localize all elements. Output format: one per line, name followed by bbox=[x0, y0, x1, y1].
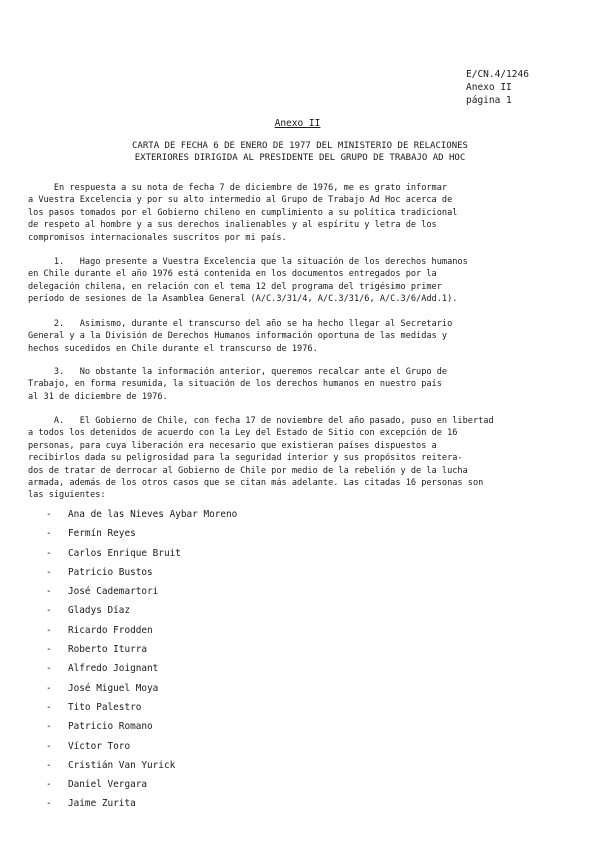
annex-title: Anexo II bbox=[274, 118, 321, 129]
text-line: de respeto al hombre y a sus derechos inalienables y al espíritu y letra de los bbox=[28, 220, 437, 231]
list-item bbox=[46, 563, 237, 582]
list-item bbox=[46, 659, 237, 678]
list-dash: - bbox=[46, 798, 52, 810]
text-line: armada, además de los otros casos que se citan más adelante. Las citadas 16 personas son bbox=[28, 478, 484, 489]
list-item bbox=[46, 679, 237, 698]
document-symbol bbox=[466, 68, 529, 107]
person-name: Patricio Romano bbox=[68, 721, 153, 733]
text-line: 1. Hago presente a Vuestra Excelencia que la situación de los derechos humanos bbox=[28, 257, 468, 267]
person-name: Gladys Díaz bbox=[68, 605, 131, 617]
list-dash: - bbox=[46, 528, 52, 540]
person-name: José Cademartori bbox=[68, 586, 159, 598]
symbol-code: E/CN.4/1246 bbox=[466, 69, 529, 80]
paragraph-2 bbox=[28, 318, 526, 355]
text-line: compromisos internacionales suscritos por mi país. bbox=[28, 232, 287, 243]
list-item bbox=[46, 640, 237, 659]
symbol-page: página 1 bbox=[466, 95, 512, 106]
list-item bbox=[46, 698, 237, 717]
person-name: Víctor Toro bbox=[68, 740, 131, 752]
person-name: Roberto Iturra bbox=[68, 644, 148, 656]
text-line: las siguientes: bbox=[28, 490, 106, 501]
paragraph-intro bbox=[28, 182, 526, 244]
person-name: Cristián Van Yurick bbox=[68, 759, 176, 771]
person-name: Fermín Reyes bbox=[68, 528, 136, 540]
paragraph-3 bbox=[28, 366, 526, 403]
text-line: período de sesiones de la Asamblea General (A/C.3/31/4, A/C.3/31/6, A/C.3/6/Add.1). bbox=[28, 294, 458, 305]
person-name: José Miguel Moya bbox=[68, 682, 159, 694]
list-item bbox=[46, 544, 237, 563]
list-item bbox=[46, 717, 237, 736]
person-name: Daniel Vergara bbox=[68, 779, 148, 791]
person-name: Tito Palestro bbox=[68, 701, 142, 713]
list-dash: - bbox=[46, 721, 52, 733]
heading-line-2: EXTERIORES DIRIGIDA AL PRESIDENTE DEL GRUPO DE TRABAJO AD HOC bbox=[134, 153, 466, 163]
list-dash: - bbox=[46, 759, 52, 771]
person-name: Alfredo Joignant bbox=[68, 663, 159, 675]
heading-line-1: CARTA DE FECHA 6 DE ENERO DE 1977 DEL MINISTERIO DE RELACIONES bbox=[132, 141, 468, 151]
list-item bbox=[46, 505, 237, 524]
symbol-annex: Anexo II bbox=[466, 82, 512, 93]
list-dash: - bbox=[46, 663, 52, 675]
text-line: en Chile durante el año 1976 está contenida en los documentos entregados por la bbox=[28, 269, 437, 280]
list-item bbox=[46, 524, 237, 543]
text-line: a todos los detenidos de acuerdo con la Ley del Estado de Sitio con excepción de 16 bbox=[28, 428, 458, 439]
list-item bbox=[46, 601, 237, 620]
text-line: recibirlos dada su peligrosidad para la seguridad interior y sus propósitos reitera- bbox=[28, 453, 463, 464]
paragraph-a bbox=[28, 415, 526, 502]
text-line: A. El Gobierno de Chile, con fecha 17 de noviembre del año pasado, puso en libertad bbox=[28, 416, 494, 426]
text-line: En respuesta a su nota de fecha 7 de diciembre de 1976, me es grato informar bbox=[28, 183, 448, 193]
text-line: Trabajo, en forma resumida, la situación de los derechos humanos en nuestro país bbox=[28, 379, 442, 390]
text-line: personas, para cuya liberación era necesario que existieran países dispuestos a bbox=[28, 440, 437, 451]
list-dash: - bbox=[46, 509, 52, 520]
text-line: los pasos tomados por el Gobierno chileno en cumplimiento a su política tradicional bbox=[28, 207, 458, 218]
text-line: General y a la División de Derechos Humanos información oportuna de las medidas y bbox=[28, 331, 448, 342]
list-dash: - bbox=[46, 586, 52, 598]
list-dash: - bbox=[46, 644, 52, 656]
list-item bbox=[46, 737, 237, 756]
detainee-list bbox=[46, 505, 237, 814]
list-dash: - bbox=[46, 547, 52, 559]
list-item bbox=[46, 621, 237, 640]
list-dash: - bbox=[46, 566, 52, 578]
list-dash: - bbox=[46, 740, 52, 752]
list-dash: - bbox=[46, 624, 52, 636]
list-dash: - bbox=[46, 682, 52, 694]
list-item bbox=[46, 775, 237, 794]
text-line: al 31 de diciembre de 1976. bbox=[28, 391, 168, 402]
letter-heading bbox=[40, 140, 560, 164]
paragraph-1 bbox=[28, 256, 526, 306]
text-line: 3. No obstante la información anterior, queremos recalcar ante el Grupo de bbox=[28, 367, 448, 377]
text-line: delegación chilena, en relación con el tema 12 del programa del trigésimo primer bbox=[28, 281, 442, 292]
list-item bbox=[46, 794, 237, 813]
text-line: hechos sucedidos en Chile durante el transcurso de 1976. bbox=[28, 343, 318, 354]
list-item bbox=[46, 756, 237, 775]
person-name: Ana de las Nieves Aybar Moreno bbox=[68, 509, 238, 520]
text-line: dos de tratar de derrocar al Gobierno de Chile por medio de la rebelión y de la lucha bbox=[28, 465, 468, 476]
list-item bbox=[46, 582, 237, 601]
list-dash: - bbox=[46, 779, 52, 791]
person-name: Carlos Enrique Bruit bbox=[68, 547, 181, 559]
list-dash: - bbox=[46, 701, 52, 713]
person-name: Ricardo Frodden bbox=[68, 624, 153, 636]
person-name: Patricio Bustos bbox=[68, 566, 153, 578]
text-line: 2. Asimismo, durante el transcurso del año se ha hecho llegar al Secretario bbox=[28, 319, 453, 329]
list-dash: - bbox=[46, 605, 52, 617]
person-name: Jaime Zurita bbox=[68, 798, 136, 810]
text-line: a Vuestra Excelencia y por su alto intermedio al Grupo de Trabajo Ad Hoc acerca de bbox=[28, 195, 453, 206]
